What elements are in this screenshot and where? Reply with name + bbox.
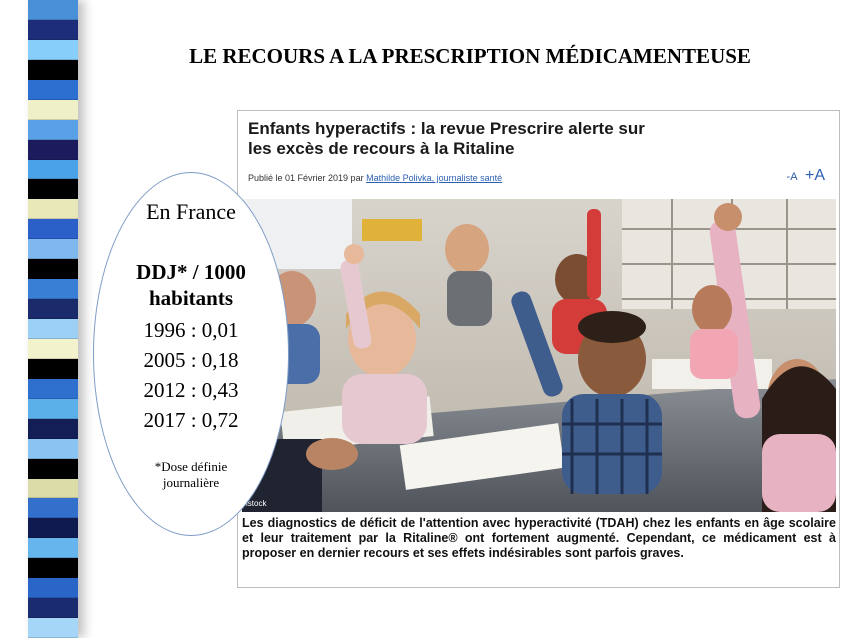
article-caption: Les diagnostics de déficit de l'attention avec hyperactivité (TDAH) chez les enfants en âge scolaire et leur traitement par la Ritaline® ont fortement augmenté. Cependant, ce médicament est à proposer en dernier recours et ses effets indésirables sont parfois graves. xyxy=(242,516,836,560)
stats-rows xyxy=(94,315,288,435)
article-byline xyxy=(248,173,502,183)
font-size-controls xyxy=(787,167,825,185)
stripe-segment xyxy=(28,199,78,219)
article-headline-line1: Enfants hyperactifs : la revue Prescrire alerte sur xyxy=(248,119,645,138)
decorative-stripe-bar xyxy=(28,0,78,638)
stripe-segment xyxy=(28,40,78,60)
article-headline-line2: les excès de recours à la Ritaline xyxy=(248,139,515,158)
stripe-segment xyxy=(28,219,78,239)
stripe-segment xyxy=(28,598,78,618)
stats-unit xyxy=(94,259,288,311)
stats-row: 2005 : 0,18 xyxy=(143,348,239,372)
stats-row: 1996 : 0,01 xyxy=(143,318,239,342)
stripe-segment xyxy=(28,259,78,279)
stripe-segment xyxy=(28,0,78,20)
stripe-segment xyxy=(28,60,78,80)
stripe-segment xyxy=(28,319,78,339)
stripe-segment xyxy=(28,239,78,259)
stripe-segment xyxy=(28,140,78,160)
stripe-segment xyxy=(28,578,78,598)
stripe-segment xyxy=(28,439,78,459)
article-headline xyxy=(248,119,748,159)
stripe-segment xyxy=(28,20,78,40)
stripe-segment xyxy=(28,618,78,638)
stripe-segment xyxy=(28,379,78,399)
stripe-segment xyxy=(28,160,78,180)
stats-unit-line1: DDJ* / 1000 xyxy=(136,260,246,284)
stats-unit-line2: habitants xyxy=(148,286,234,310)
stripe-segment xyxy=(28,299,78,319)
stats-footnote xyxy=(94,459,288,491)
stats-footnote-line2: journalière xyxy=(162,475,220,490)
stats-footnote-line1: *Dose définie xyxy=(154,459,228,474)
font-increase-button[interactable]: +A xyxy=(804,167,825,184)
stripe-segment xyxy=(28,279,78,299)
stripe-segment xyxy=(28,399,78,419)
stripe-segment xyxy=(28,120,78,140)
stripe-segment xyxy=(28,359,78,379)
stripe-segment xyxy=(28,419,78,439)
font-decrease-button[interactable]: -A xyxy=(786,171,798,183)
stripe-segment xyxy=(28,80,78,100)
article-screenshot xyxy=(237,110,840,588)
stripe-segment xyxy=(28,339,78,359)
byline-author-link[interactable]: Mathilde Polivka, journaliste santé xyxy=(366,173,503,183)
classroom-photo xyxy=(242,199,836,512)
byline-date: Publié le 01 Février 2019 par xyxy=(248,173,367,183)
stats-heading: En France xyxy=(146,199,236,224)
statistics-oval xyxy=(93,172,289,536)
stats-row: 2017 : 0,72 xyxy=(143,408,239,432)
stripe-segment xyxy=(28,100,78,120)
stripe-segment xyxy=(28,179,78,199)
photo-credit: istock xyxy=(246,499,267,508)
stats-row: 2012 : 0,43 xyxy=(143,378,239,402)
stripe-segment xyxy=(28,479,78,499)
stripe-segment xyxy=(28,518,78,538)
stripe-segment xyxy=(28,538,78,558)
stripe-segment xyxy=(28,498,78,518)
slide-title: LE RECOURS A LA PRESCRIPTION MÉDICAMENTEUSE xyxy=(189,44,751,68)
stripe-segment xyxy=(28,459,78,479)
stripe-segment xyxy=(28,558,78,578)
